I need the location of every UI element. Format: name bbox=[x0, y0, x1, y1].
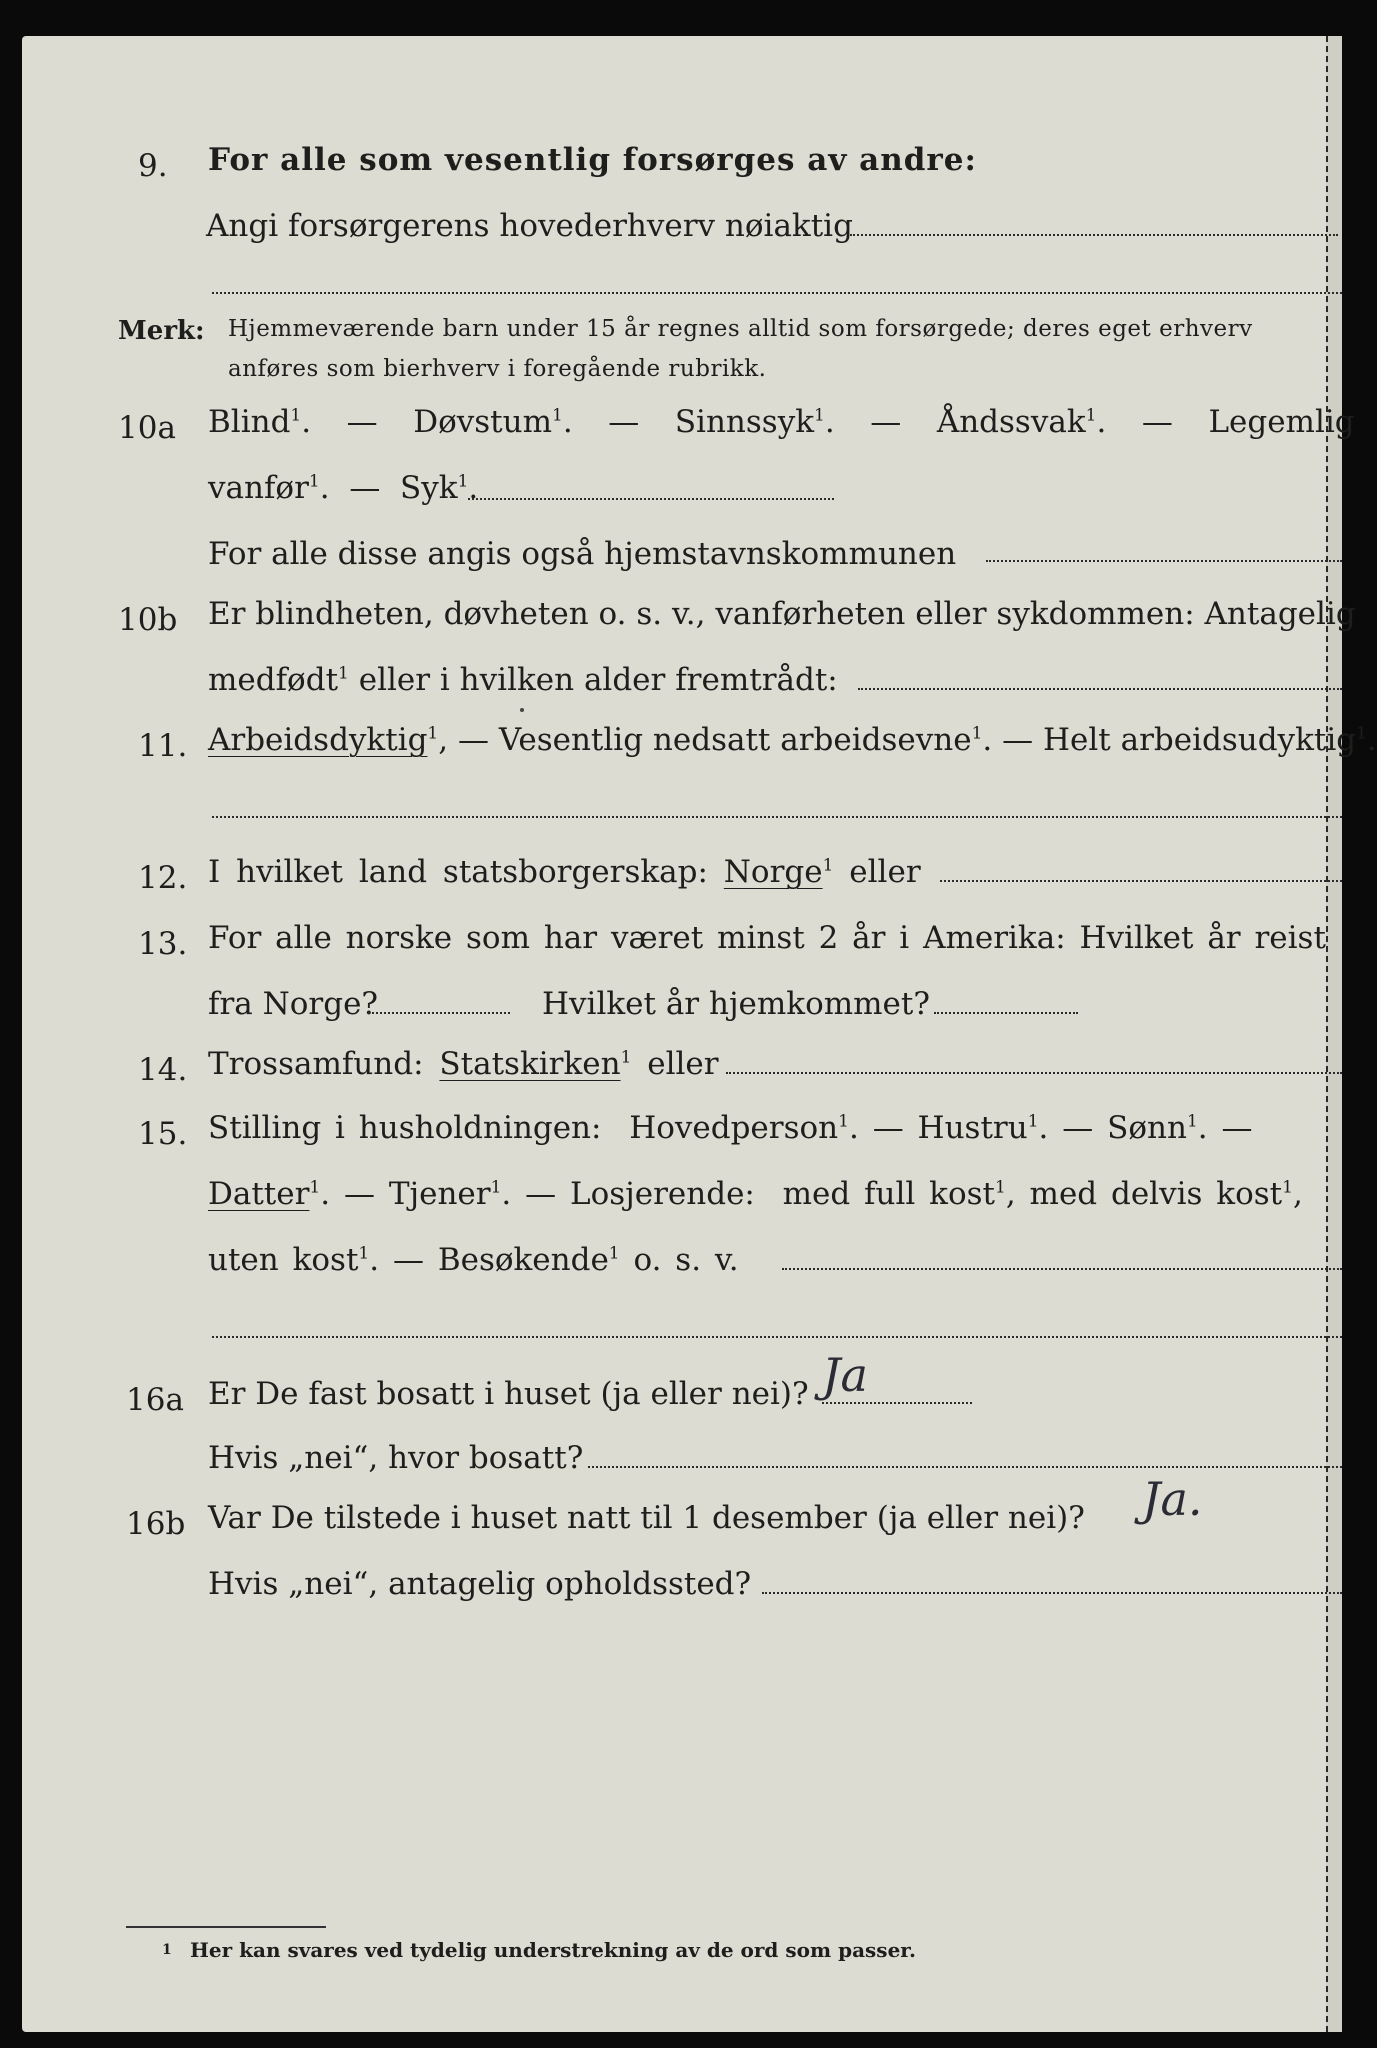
merk-line-1: Hjemmeværende barn under 15 år regnes alltid som forsørgede; deres eget erhverv bbox=[228, 316, 1253, 342]
q14-answer-line[interactable] bbox=[726, 1072, 1342, 1074]
q16b-line-2: Hvis „nei“, antagelig opholdssted? bbox=[208, 1566, 752, 1602]
merk-label: Merk: bbox=[118, 316, 205, 346]
q10a-line-1: Blind$^1$. — Døvstum$^1$. — Sinnssyk$^1$. — Åndssvak$^1$. — Legemlig bbox=[208, 404, 1355, 440]
opt-sonn[interactable]: Sønn bbox=[1107, 1110, 1187, 1146]
q13-reist-line[interactable] bbox=[368, 1012, 510, 1014]
opt-andssvak[interactable]: Åndssvak bbox=[936, 404, 1086, 440]
q14-line: Trossamfund: Statskirken$^1$ eller bbox=[208, 1046, 719, 1082]
q13-part-2: Hvilket år hjemkommet? bbox=[542, 986, 930, 1022]
opt-hovedperson[interactable]: Hovedperson bbox=[629, 1110, 839, 1146]
opt-dovstum[interactable]: Døvstum bbox=[413, 404, 552, 440]
ink-dot bbox=[520, 708, 524, 712]
opt-vanfor[interactable]: vanfør bbox=[208, 470, 309, 506]
q16a-number: 16a bbox=[126, 1382, 184, 1418]
q15-line-3: uten kost$^1$. — Besøkende$^1$ o. s. v. bbox=[208, 1242, 739, 1278]
q13-line-1: For alle norske som har været minst 2 år i Amerika: Hvilket år reist bbox=[208, 920, 1326, 956]
q13-number: 13. bbox=[138, 926, 188, 962]
opt-syk[interactable]: Syk bbox=[400, 470, 458, 506]
opt-medfodt[interactable]: medfødt bbox=[208, 662, 339, 698]
footnote-text: Her kan svares ved tydelig understrekning av de ord som passer. bbox=[190, 1938, 916, 1962]
q16a-line-2: Hvis „nei“, hvor bosatt? bbox=[208, 1440, 584, 1476]
footnote-rule bbox=[126, 1926, 326, 1928]
q9-answer-line-2[interactable] bbox=[212, 292, 1342, 294]
q11-options: Arbeidsdyktig$^1$, — Vesentlig nedsatt arbeidsevne$^1$. — Helt arbeidsudyktig$^1$. bbox=[208, 722, 1377, 758]
opt-norge[interactable]: Norge bbox=[723, 854, 823, 890]
q13-hjemkommet-line[interactable] bbox=[934, 1012, 1078, 1014]
q10a-line-3: For alle disse angis også hjemstavnskommunen bbox=[208, 536, 957, 572]
q15-line-1: Stilling i husholdningen: Hovedperson$^1$. — Hustru$^1$. — Sønn$^1$. — bbox=[208, 1110, 1253, 1146]
merk-line-2: anføres som bierhverv i foregående rubrikk. bbox=[228, 356, 767, 382]
q12-number: 12. bbox=[138, 860, 188, 896]
opt-full-kost[interactable]: med full kost bbox=[782, 1176, 995, 1212]
footnote-mark: 1 bbox=[162, 1942, 172, 1958]
q13-part-1: fra Norge? bbox=[208, 986, 379, 1022]
q10a-hjemstavn-line[interactable] bbox=[986, 560, 1342, 562]
q15-answer-line[interactable] bbox=[782, 1268, 1342, 1270]
q11-answer-line[interactable] bbox=[212, 816, 1342, 818]
q16a-line-1: Er De fast bosatt i huset (ja eller nei)? bbox=[208, 1376, 809, 1412]
census-form-page bbox=[22, 36, 1377, 2032]
q16a-answer-line[interactable] bbox=[822, 1402, 972, 1404]
q9-answer-line[interactable] bbox=[850, 234, 1338, 236]
q16b-number: 16b bbox=[126, 1506, 186, 1542]
q15-answer-line-2[interactable] bbox=[212, 1336, 1342, 1338]
q16b-line-1: Var De tilstede i huset natt til 1 desember (ja eller nei)? bbox=[208, 1500, 1085, 1536]
opt-legemlig[interactable]: Legemlig bbox=[1208, 404, 1355, 440]
opt-nedsatt[interactable]: Vesentlig nedsatt arbeidsevne bbox=[498, 722, 972, 758]
q10b-line-1: Er blindheten, døvheten o. s. v., vanførheten eller sykdommen: Antagelig bbox=[208, 596, 1356, 632]
q11-number: 11. bbox=[138, 728, 188, 764]
q10b-line-2: medfødt$^1$ eller i hvilken alder fremtrådt: bbox=[208, 662, 838, 698]
q12-answer-line[interactable] bbox=[940, 880, 1342, 882]
q9-number: 9. bbox=[138, 148, 168, 184]
q16a-handwritten-answer: Ja bbox=[822, 1348, 868, 1402]
q10a-answer-line[interactable] bbox=[468, 498, 834, 500]
q10a-number: 10a bbox=[118, 410, 176, 446]
q16b-handwritten-answer: Ja. bbox=[1142, 1472, 1203, 1526]
q16b-opholdssted-line[interactable] bbox=[762, 1592, 1342, 1594]
opt-tjener[interactable]: Tjener bbox=[388, 1176, 491, 1212]
q12-line: I hvilket land statsborgerskap: Norge$^1$ eller bbox=[208, 854, 921, 890]
opt-sinnssyk[interactable]: Sinnssyk bbox=[674, 404, 815, 440]
opt-delvis-kost[interactable]: med delvis kost bbox=[1029, 1176, 1283, 1212]
opt-statskirken[interactable]: Statskirken bbox=[439, 1046, 621, 1082]
opt-datter[interactable]: Datter bbox=[208, 1176, 310, 1212]
q9-instruction: Angi forsørgerens hovederhverv nøiaktig bbox=[206, 208, 853, 244]
opt-arbeidsdyktig[interactable]: Arbeidsdyktig bbox=[208, 722, 428, 758]
q9-heading: For alle som vesentlig forsørges av andre: bbox=[208, 142, 977, 178]
q10b-number: 10b bbox=[118, 602, 178, 638]
q10a-line-2: vanfør$^1$. — Syk$^1$. bbox=[208, 470, 479, 506]
q16a-bosatt-line[interactable] bbox=[588, 1466, 1342, 1468]
opt-uten-kost[interactable]: uten kost bbox=[208, 1242, 359, 1278]
opt-hustru[interactable]: Hustru bbox=[917, 1110, 1028, 1146]
opt-udyktig[interactable]: Helt arbeidsudyktig bbox=[1042, 722, 1357, 758]
q10b-answer-line[interactable] bbox=[858, 688, 1342, 690]
q15-line-2: Datter$^1$. — Tjener$^1$. — Losjerende: med full kost$^1$, med delvis kost$^1$, bbox=[208, 1176, 1303, 1212]
q15-number: 15. bbox=[138, 1116, 188, 1152]
opt-blind[interactable]: Blind bbox=[208, 404, 291, 440]
perforated-edge bbox=[1326, 36, 1342, 2032]
opt-besokende[interactable]: Besøkende bbox=[437, 1242, 609, 1278]
q14-number: 14. bbox=[138, 1052, 188, 1088]
